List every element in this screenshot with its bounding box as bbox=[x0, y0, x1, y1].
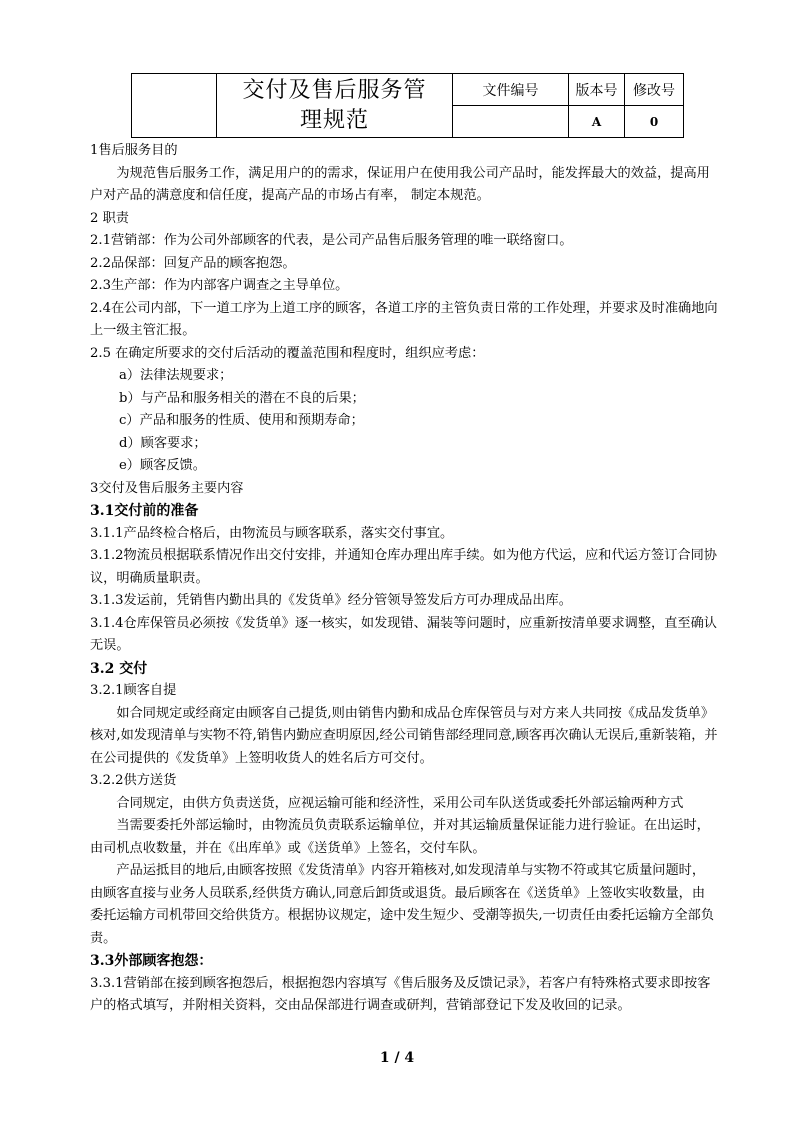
section-2-title: 2 职责 bbox=[90, 210, 129, 226]
section-3-2-2-title: 3.2.2供方送货 bbox=[90, 773, 177, 788]
section-2-4: 2.4在公司内部，下一道工序为上道工序的顾客，各道工序的主管负责日常的工作处理，并要求及时准确地向上一级主管汇报。 bbox=[90, 300, 718, 338]
list-item-c: c）产品和服务的性质、使用和预期寿命； bbox=[119, 413, 364, 428]
version-label: 版本号 bbox=[569, 74, 625, 106]
list-item-e: e）顾客反馈。 bbox=[119, 458, 206, 473]
revision-value: 0 bbox=[625, 106, 684, 138]
section-3-1-4: 3.1.4仓库保管员必须按《发货单》逐一核实，如发现错、漏装等问题时，应重新按清单要求调整，直至确认无误。 bbox=[90, 615, 717, 653]
section-3-2-2-para-3: 产品运抵目的地后,由顾客按照《发货清单》内容开箱核对,如发现清单与实物不符或其它质量问题时，由顾客直接与业务人员联系,经供货方确认,同意后卸货或退货。最后顾客在《送货单》上签收实收数量，由委托运输方司机带回交给供货方。根据协议规定，途中发生短少、受潮等损失,一切责任由委托运输方全部负责。 bbox=[90, 863, 715, 946]
section-1-text: 为规范售后服务工作，满足用户的的需求，保证用户在使用我公司产品时，能发挥最大的效益，提高用户对产品的满意度和信任度，提高产品的市场占有率， 制定本规范。 bbox=[90, 165, 710, 203]
revision-label: 修改号 bbox=[625, 74, 684, 106]
section-3-2-1-text: 如合同规定或经商定由顾客自己提货,则由销售内勤和成品仓库保管员与对方来人共同按《成品发货单》核对,如发现清单与实物不符,销售内勤应查明原因,经公司销售部经理同意,顾客再次确认无误后,重新装箱，并在公司提供的《发货单》上签明收货人的姓名后方可交付。 bbox=[90, 705, 718, 766]
section-3-1-1: 3.1.1产品终检合格后，由物流员与顾客联系，落实交付事宜。 bbox=[90, 525, 454, 541]
section-2-1: 2.1营销部：作为公司外部顾客的代表，是公司产品售后服务管理的唯一联络窗口。 bbox=[90, 233, 573, 248]
section-3-title: 3交付及售后服务主要内容 bbox=[90, 480, 244, 496]
document-body bbox=[90, 140, 718, 1018]
section-3-2-2-para-1: 合同规定，由供方负责送货，应视运输可能和经济性，采用公司车队送货或委托外部运输两种方式 bbox=[116, 795, 684, 811]
doc-no-label: 文件编号 bbox=[453, 74, 569, 106]
section-3-2-1-title: 3.2.1顾客自提 bbox=[90, 683, 177, 698]
document-title bbox=[217, 74, 453, 138]
section-2-2: 2.2品保部：回复产品的顾客抱怨。 bbox=[90, 255, 296, 271]
section-1-title: 1售后服务目的 bbox=[90, 143, 178, 158]
doc-no-value bbox=[453, 106, 569, 138]
section-3-3-1: 3.3.1营销部在接到顾客抱怨后，根据抱怨内容填写《售后服务及反馈记录》，若客户有特殊格式要求即按客户的格式填写，并附相关资料，交由品保部进行调查或研判，营销部登记下发及收回的记录。 bbox=[90, 975, 711, 1013]
section-3-2-title: 3.2 交付 bbox=[90, 660, 148, 677]
section-3-3-title: 3.3外部顾客抱怨： bbox=[90, 953, 213, 969]
title-line-2: 理规范 bbox=[299, 107, 369, 133]
section-3-1-2: 3.1.2物流员根据联系情况作出交付安排，并通知仓库办理出库手续。如为他方代运，应和代运方签订合同协议，明确质量职责。 bbox=[90, 548, 717, 586]
version-value: A bbox=[569, 106, 625, 138]
section-3-1-title: 3.1交付前的准备 bbox=[90, 503, 199, 519]
section-3-1-3: 3.1.3发运前，凭销售内勤出具的《发货单》经分管领导签发后方可办理成品出库。 bbox=[90, 593, 572, 608]
title-line-1: 交付及售后服务管 bbox=[242, 77, 427, 103]
list-item-a: a）法律法规要求； bbox=[119, 368, 233, 383]
section-3-2-2-para-2: 当需要委托外部运输时，由物流员负责联系运输单位，并对其运输质量保证能力进行验证。在出运时，由司机点收数量，并在《出库单》或《送货单》上签名，交付车队。 bbox=[90, 818, 710, 856]
page-number: 1 / 4 bbox=[379, 1050, 415, 1066]
list-item-b: b）与产品和服务相关的潜在不良的后果； bbox=[119, 390, 365, 406]
logo-cell bbox=[132, 74, 217, 138]
list-item-d: d）顾客要求； bbox=[119, 435, 207, 451]
section-2-5: 2.5 在确定所要求的交付后活动的覆盖范围和程度时，组织应考虑： bbox=[90, 345, 485, 361]
document-header-table bbox=[131, 73, 684, 138]
section-2-3: 2.3生产部：作为内部客户调查之主导单位。 bbox=[90, 278, 349, 293]
